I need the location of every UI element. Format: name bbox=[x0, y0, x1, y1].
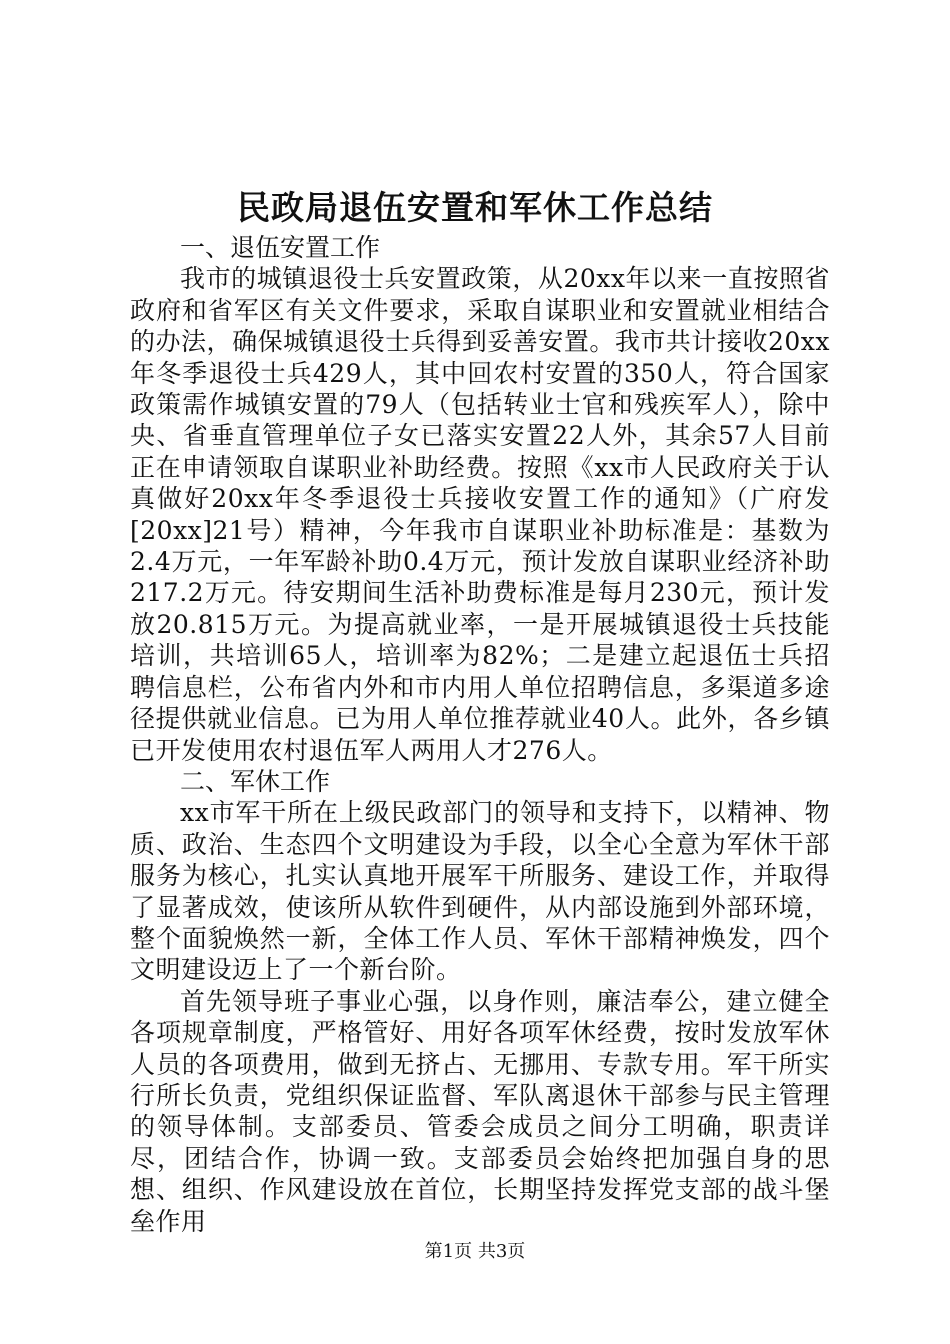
document-title: 民政局退伍安置和军休工作总结 bbox=[237, 188, 713, 227]
section-heading: 一、退伍安置工作 bbox=[180, 233, 381, 262]
paragraph: 首先领导班子事业心强，以身作则，廉洁奉公，建立健全各项规章制度，严格管好、用好各项军休经费，按时发放军休人员的各项费用，做到无挤占、无挪用、专款专用。军干所实行所长负责，党组织保证监督、军队离退休干部参与民主管理的领导体制。支部委员、管委会成员之间分工明确，职责详尽，团结合作，协调一致。支部委员会始终把加强自身的思想、组织、作风建设放在首位，长期坚持发挥党支部的战斗堡垒作用 bbox=[130, 986, 830, 1236]
paragraph: xx市军干所在上级民政部门的领导和支持下，以精神、物质、政治、生态四个文明建设为手段，以全心全意为军休干部服务为核心，扎实认真地开展军干所服务、建设工作，并取得了显著成效，使该所从软件到硬件，从内部设施到外部环境，整个面貌焕然一新，全体工作人员、军休干部精神焕发，四个文明建设迈上了一个新台阶。 bbox=[130, 798, 830, 985]
page-number-footer: 第1页 共3页 bbox=[424, 1241, 526, 1262]
section-heading: 二、军休工作 bbox=[180, 766, 331, 796]
paragraph: 我市的城镇退役士兵安置政策，从20xx年以来一直按照省政府和省军区有关文件要求，采取自谋职业和安置就业相结合的办法，确保城镇退役士兵得到妥善安置。我市共计接收20xx年冬季退役士兵429人，其中回农村安置的350人，符合国家政策需作城镇安置的79人（包括转业士官和残疾军人），除中央、省垂直管理单位子女已落实安置22人外，其余57人目前正在申请领取自谋职业补助经费。按照《xx市人民政府关于认真做好20xx年冬季退役士兵接收安置工作的通知》（广府发[20xx]21号）精神，今年我市自谋职业补助标准是：基数为2.4万元，一年军龄补助0.4万元，预计发放自谋职业经济补助217.2万元。待安期间生活补助费标准是每月230元，预计发放20.815万元。为提高就业率，一是开展城镇退役士兵技能培训，共培训65人，培训率为82%；二是建立起退伍士兵招聘信息栏，公布省内外和市内用人单位招聘信息，多渠道多途径提供就业信息。已为用人单位推荐就业40人。此外，各乡镇已开发使用农村退伍军人两用人才276人。 bbox=[130, 264, 830, 765]
document-body bbox=[130, 232, 830, 1237]
